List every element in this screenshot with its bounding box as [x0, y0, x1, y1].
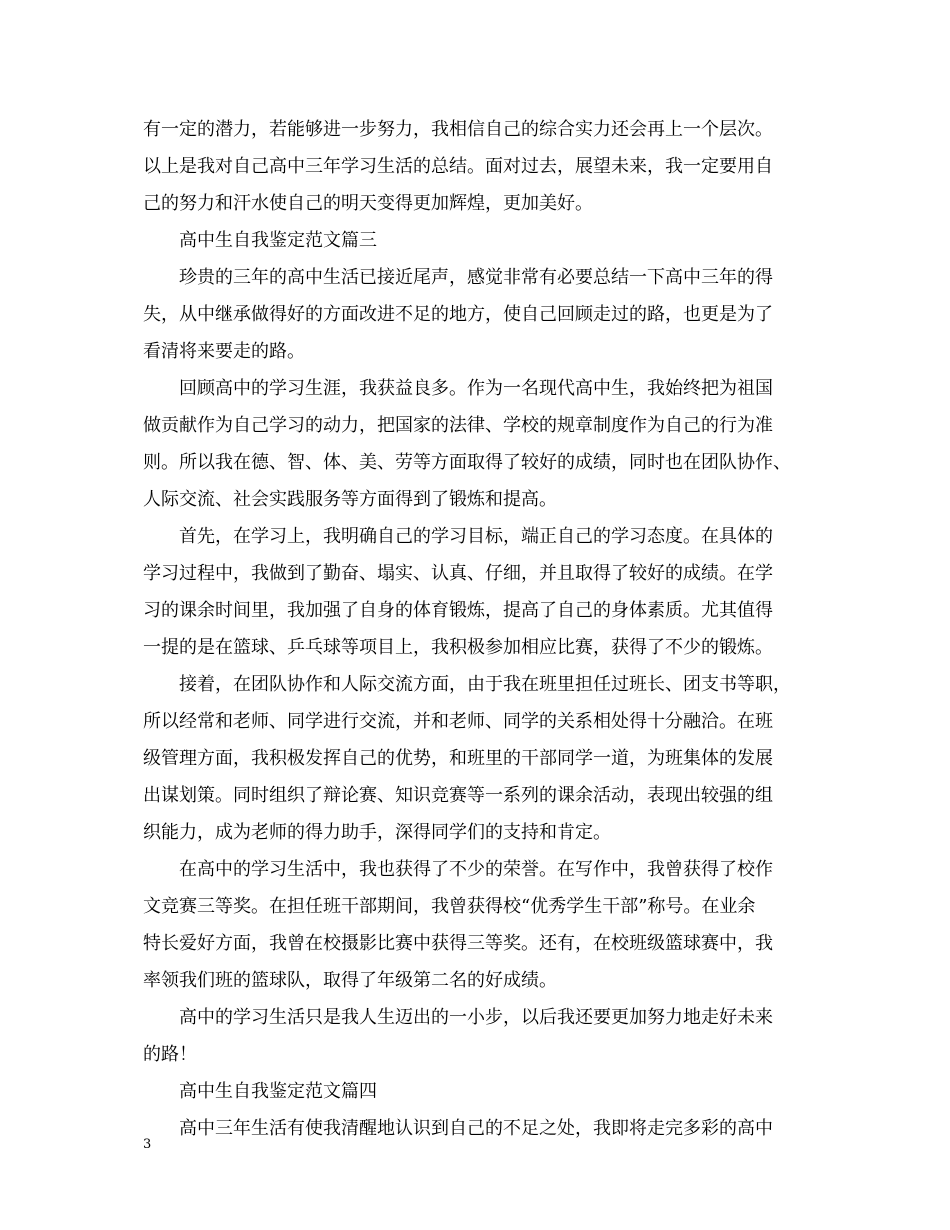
section-heading: 高中生自我鉴定范文篇三: [179, 230, 377, 251]
page-number: 3: [143, 1137, 152, 1152]
text-line: 一提的是在篮球、乒乓球等项目上，我积极参加相应比赛，获得了不少的锻炼。: [143, 637, 773, 658]
text-line: 人际交流、社会实践服务等方面得到了锻炼和提高。: [143, 489, 557, 510]
text-line: 以上是我对自己高中三年学习生活的总结。面对过去，展望未来，我一定要用自: [143, 156, 773, 177]
text-line: 文竞赛三等奖。在担任班干部期间，我曾获得校“优秀学生干部”称号。在业余: [143, 896, 756, 917]
section-heading: 高中生自我鉴定范文篇四: [179, 1081, 377, 1102]
text-line: 高中三年生活有使我清醒地认识到自己的不足之处，我即将走完多彩的高中: [179, 1118, 773, 1139]
text-line: 在高中的学习生活中，我也获得了不少的荣誉。在写作中，我曾获得了校作: [179, 859, 773, 880]
text-line: 所以经常和老师、同学进行交流，并和老师、同学的关系相处得十分融洽。在班: [143, 711, 773, 732]
text-line: 有一定的潜力，若能够进一步努力，我相信自己的综合实力还会再上一个层次。: [143, 119, 773, 140]
text-line: 特长爱好方面，我曾在校摄影比赛中获得三等奖。还有，在校班级篮球赛中，我: [143, 933, 773, 954]
text-line: 级管理方面，我积极发挥自己的优势，和班里的干部同学一道，为班集体的发展: [143, 748, 773, 769]
text-line: 首先，在学习上，我明确自己的学习目标，端正自己的学习态度。在具体的: [179, 526, 773, 547]
text-line: 高中的学习生活只是我人生迈出的一小步，以后我还要更加努力地走好未来: [179, 1007, 773, 1028]
text-line: 看清将来要走的路。: [143, 341, 305, 362]
text-line: 出谋划策。同时组织了辩论赛、知识竞赛等一系列的课余活动，表现出较强的组: [143, 785, 773, 806]
text-line: 己的努力和汗水使自己的明天变得更加辉煌，更加美好。: [143, 193, 593, 214]
text-line: 珍贵的三年的高中生活已接近尾声，感觉非常有必要总结一下高中三年的得: [179, 267, 773, 288]
text-line: 率领我们班的篮球队，取得了年级第二名的好成绩。: [143, 970, 557, 991]
text-line: 的路！: [143, 1044, 197, 1065]
text-line: 接着，在团队协作和人际交流方面，由于我在班里担任过班长、团支书等职，: [179, 674, 791, 695]
text-line: 习的课余时间里，我加强了自身的体育锻炼，提高了自己的身体素质。尤其值得: [143, 600, 773, 621]
text-line: 则。所以我在德、智、体、美、劳等方面取得了较好的成绩，同时也在团队协作、: [143, 452, 791, 473]
text-line: 做贡献作为自己学习的动力，把国家的法律、学校的规章制度作为自己的行为准: [143, 415, 773, 436]
text-line: 织能力，成为老师的得力助手，深得同学们的支持和肯定。: [143, 822, 611, 843]
text-line: 回顾高中的学习生涯，我获益良多。作为一名现代高中生，我始终把为祖国: [179, 378, 773, 399]
text-line: 学习过程中，我做到了勤奋、塌实、认真、仔细，并且取得了较好的成绩。在学: [143, 563, 773, 584]
text-line: 失，从中继承做得好的方面改进不足的地方，使自己回顾走过的路，也更是为了: [143, 304, 773, 325]
